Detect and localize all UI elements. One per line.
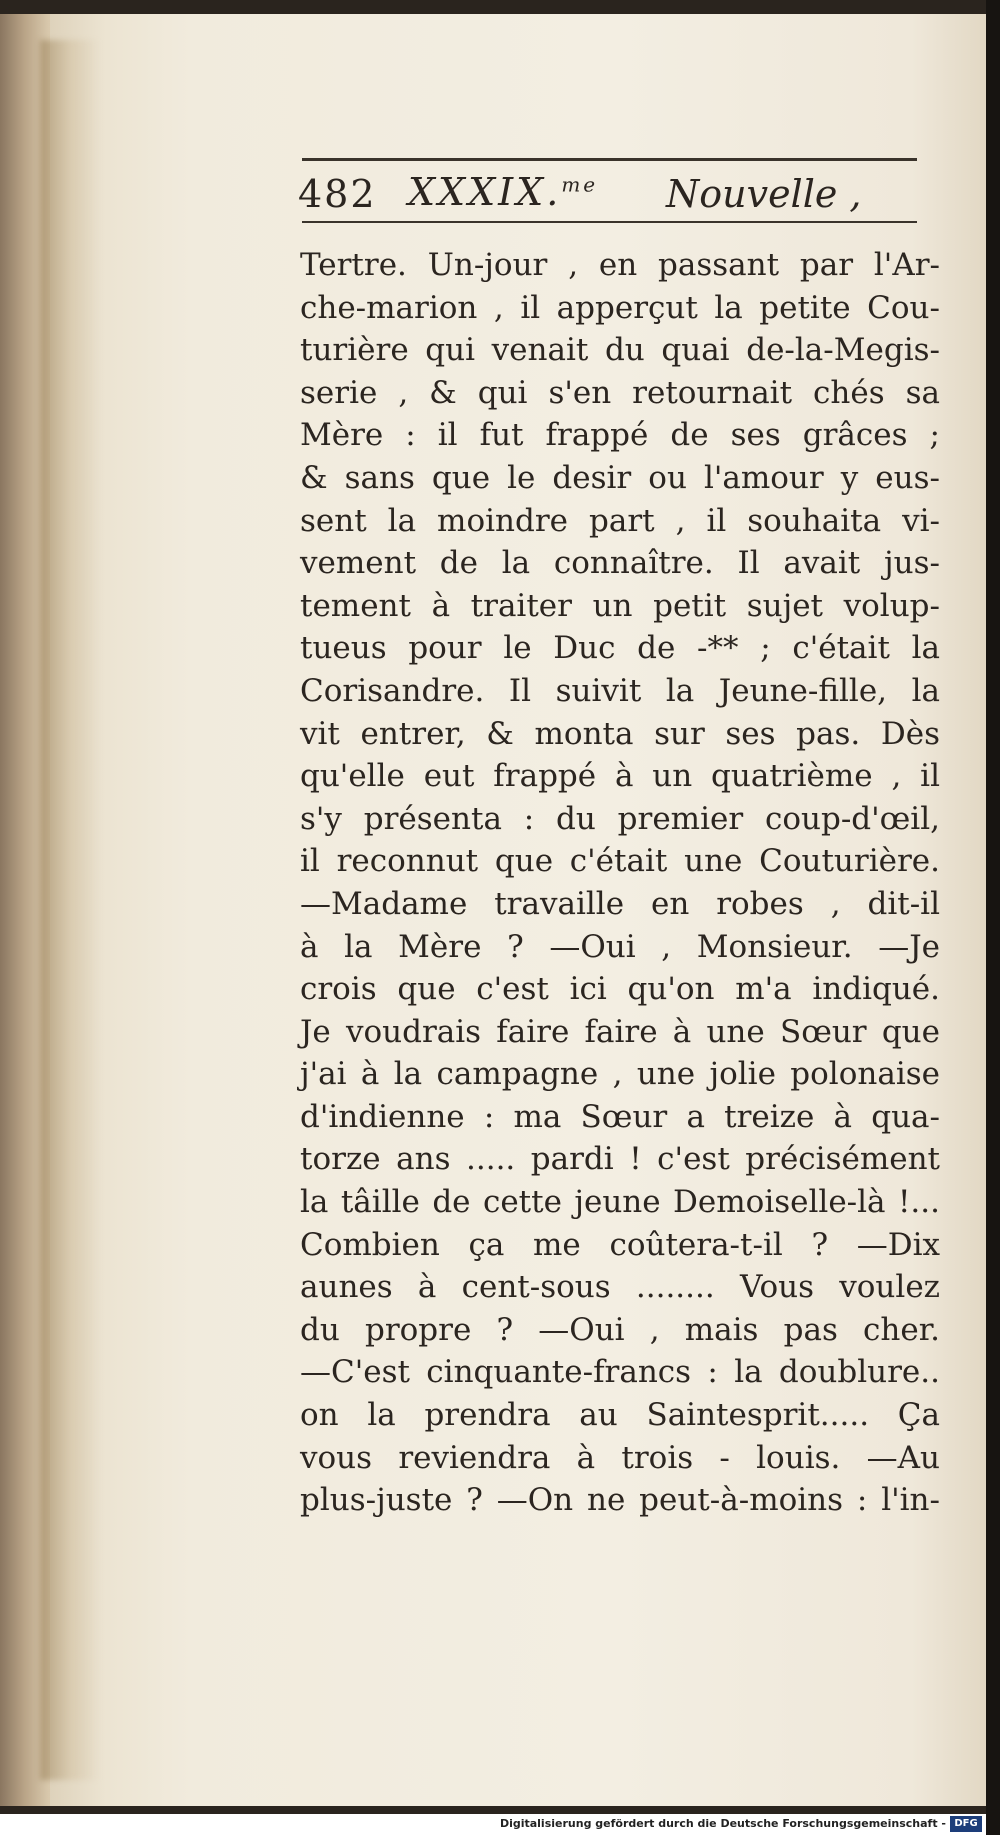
text-line: torze ans ..... pardi ! c'est précisément	[300, 1141, 940, 1178]
text-line: Tertre. Un-jour , en passant par l'Ar-	[300, 247, 940, 283]
text-line: du propre ? —Oui , mais pas cher.	[300, 1311, 940, 1348]
text-line: on la prendra au Saintesprit..... Ça	[300, 1397, 940, 1434]
text-line: che-marion , il apperçut la petite Cou-	[300, 289, 940, 326]
text-line: Je voudrais faire faire à une Sœur que	[300, 1013, 940, 1050]
text-line: —Madame travaille en robes , dit-il	[300, 885, 940, 922]
text-line: crois que c'est ici qu'on m'a indiqué.	[300, 971, 940, 1008]
text-line: tueus pour le Duc de -** ; c'était la	[300, 630, 940, 667]
header-rule-bottom	[302, 221, 917, 223]
scan-border	[986, 0, 1000, 1835]
text-line: sent la moindre part , il souhaita vi-	[300, 502, 940, 539]
chapter-suffix: me	[561, 172, 599, 197]
gutter-stain	[40, 40, 100, 1780]
text-line: j'ai à la campagne , une jolie polonaise	[300, 1056, 940, 1093]
text-line: il reconnut que c'était une Couturière.	[300, 843, 940, 880]
text-line: Corisandre. Il suivit la Jeune-fille, la	[300, 672, 940, 709]
text-line: plus-juste ? —On ne peut-à-moins : l'in-	[300, 1482, 940, 1519]
text-line: qu'elle eut frappé à un quatrième , il	[300, 758, 940, 795]
header-title: Nouvelle ,	[666, 172, 862, 216]
text-line: Mère : il fut frappé de ses grâces ;	[300, 417, 940, 454]
header-rule-top	[302, 158, 917, 161]
body-text	[300, 244, 940, 1522]
chapter-number	[408, 170, 598, 214]
text-line: turière qui venait du quai de-la-Megis-	[300, 332, 940, 369]
text-line: vit entrer, & monta sur ses pas. Dès	[300, 715, 940, 752]
text-line: aunes à cent-sous ........ Vous voulez	[300, 1269, 940, 1306]
text-line: vous reviendra à trois - louis. —Au	[300, 1439, 940, 1476]
chapter-numeral: XXXIX.	[408, 170, 562, 214]
text-line: serie , & qui s'en retournait chés sa	[300, 374, 940, 411]
digitization-footer	[0, 1814, 986, 1835]
text-line: & sans que le desir ou l'amour y eus-	[300, 459, 940, 496]
text-line: d'indienne : ma Sœur a treize à qua-	[300, 1098, 940, 1135]
text-line: tement à traiter un petit sujet volup-	[300, 587, 940, 624]
funding-credit: Digitalisierung gefördert durch die Deutsche Forschungsgemeinschaft -	[499, 1817, 946, 1830]
page-number: 482	[298, 172, 377, 216]
text-line: Combien ça me coûtera-t-il ? —Dix	[300, 1226, 940, 1263]
text-line: —C'est cinquante-francs : la doublure..	[300, 1354, 940, 1391]
text-line: la tâille de cette jeune Demoiselle-là !...	[300, 1184, 940, 1221]
text-line: à la Mère ? —Oui , Monsieur. —Je	[300, 928, 940, 965]
text-line: vement de la connaître. Il avait jus-	[300, 545, 940, 582]
dfg-logo: DFG	[950, 1816, 982, 1832]
running-header	[298, 170, 938, 220]
text-line: s'y présenta : du premier coup-d'œil,	[300, 800, 940, 837]
